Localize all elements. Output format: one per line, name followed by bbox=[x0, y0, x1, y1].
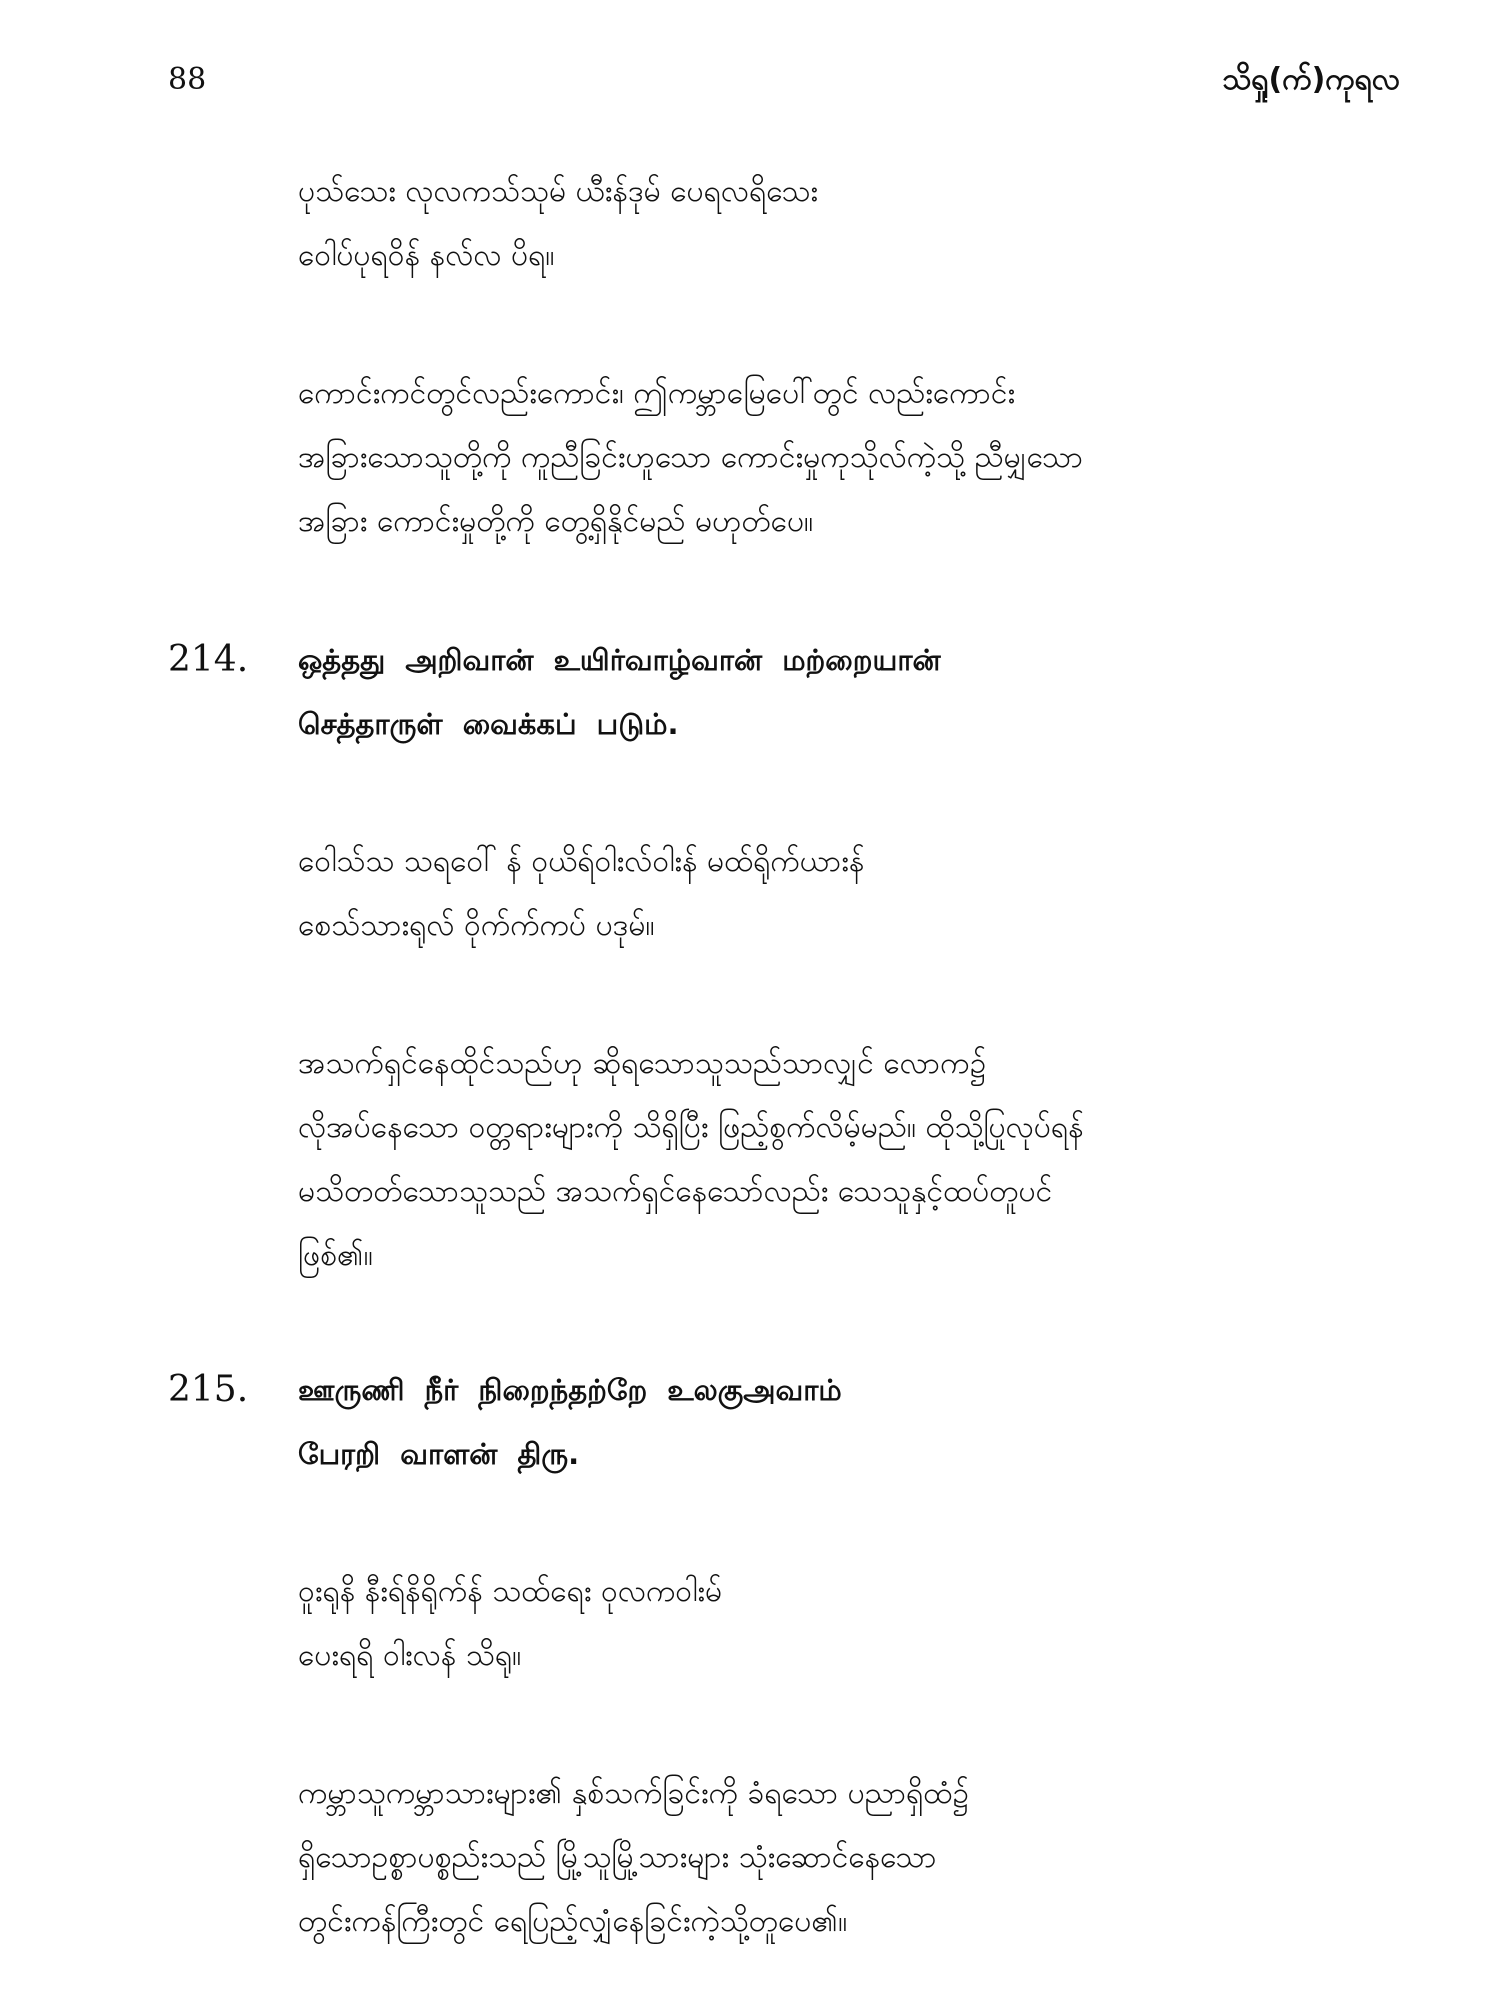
verse-explanation bbox=[298, 1032, 1350, 1288]
book-title: သိရှု(က်)ကုရလ bbox=[1222, 62, 1400, 97]
text-line: စေသ်သားရုလ် ဝိုက်က်ကပ် ပဒုမ်။ bbox=[298, 908, 655, 943]
text-line: ရှိသောဥစ္စာပစ္စည်းသည် မြို့သူမြို့သားများ သုံးဆောင်နေသော bbox=[298, 1840, 937, 1875]
text-line: ဖြစ်၏။ bbox=[298, 1238, 373, 1273]
text-line: မသိတတ်သောသူသည် အသက်ရှင်နေသော်လည်း သေသူနှင့်ထပ်တူပင် bbox=[298, 1174, 1053, 1209]
running-head bbox=[168, 58, 1400, 108]
text-line: ஒத்தது அறிவான் உயிர்வாழ்வான் மற்றையான் bbox=[298, 643, 941, 677]
text-line: ဝူးရုနိ နီးရ်နိရိုက်န် သထ်ရေး ဝုလကဝါးမ် bbox=[298, 1574, 723, 1609]
text-line: செத்தாருள் வைக்கப் படும். bbox=[298, 707, 679, 741]
text-line: အသက်ရှင်နေထိုင်သည်ဟု ဆိုရသောသူသည်သာလျှင် လောက၌ bbox=[298, 1046, 987, 1081]
text-line: လိုအပ်နေသော ဝတ္တရားများကို သိရှိပြီး ဖြည့်စွက်လိမ့်မည်။ ထိုသို့ပြုလုပ်ရန် bbox=[298, 1110, 1084, 1145]
text-line: ကမ္ဘာသူကမ္ဘာသားများ၏ နှစ်သက်ခြင်းကို ခံရသော ပညာရှိထံ၌ bbox=[298, 1776, 969, 1811]
text-line: အခြားသောသူတို့ကို ကူညီခြင်းဟူသော ကောင်းမှုကုသိုလ်ကဲ့သို့ ညီမျှသော bbox=[298, 440, 1084, 475]
intro-transliteration bbox=[298, 160, 1350, 288]
text-line: ပုသ်သေး လုလကသ်သုမ် ယီးန်ဒုမ် ပေရလရိသေး bbox=[298, 174, 818, 209]
text-line: ஊருணி நீர் நிறைந்தற்றே உலகுஅவாம் bbox=[298, 1373, 842, 1407]
text-line: ဝေါပ်ပုရဝိန် နလ်လ ပိရ။ bbox=[298, 238, 555, 273]
verse-tamil bbox=[298, 1358, 1350, 1486]
verse-explanation bbox=[298, 1762, 1350, 1954]
text-line: တွင်းကန်ကြီးတွင် ရေပြည့်လျှံနေခြင်းကဲ့သို့တူပေ၏။ bbox=[298, 1904, 848, 1939]
verse-tamil bbox=[298, 628, 1350, 756]
text-line: ကောင်းကင်တွင်လည်းကောင်း၊ ဤကမ္ဘာမြေပေါ်တွင် လည်းကောင်း bbox=[298, 376, 1016, 411]
page-number: 88 bbox=[168, 62, 207, 97]
text-line: பேரறி வாளன் திரு. bbox=[298, 1437, 580, 1471]
intro-explanation bbox=[298, 362, 1350, 554]
verse-transliteration bbox=[298, 830, 1350, 958]
verse-transliteration bbox=[298, 1560, 1350, 1688]
text-line: ပေးရရိ ဝါးလန် သိရု။ bbox=[298, 1638, 522, 1673]
text-line: အခြား ကောင်းမှုတို့ကို တွေ့ရှိနိုင်မည် မဟုတ်ပေ။ bbox=[298, 504, 814, 539]
verse-number: 215. bbox=[168, 1369, 249, 1410]
verse-number: 214. bbox=[168, 639, 249, 680]
text-line: ဝေါသ်သ သရဝေါ် န် ဝုယိရ်ဝါးလ်ဝါးန် မထ်ရိုက်ယားန် bbox=[298, 844, 865, 879]
